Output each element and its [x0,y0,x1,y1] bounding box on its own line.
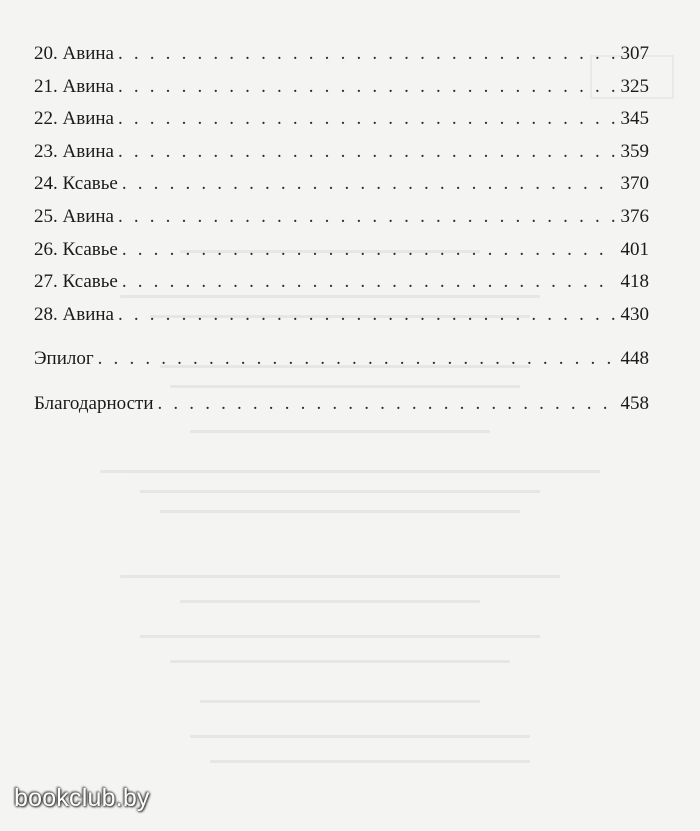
toc-entry-page: 401 [620,238,649,260]
toc-entry-page: 418 [620,271,649,293]
toc-entry-label: 23. Авина [34,140,114,162]
dot-leader [122,266,615,299]
dot-leader [158,388,615,421]
toc-entry[interactable] [34,266,649,299]
toc-entry-label: 24. Ксавье [34,173,118,195]
toc-entry-label: Эпилог [34,348,94,370]
toc-entry[interactable] [34,234,649,267]
toc-entry-page: 458 [620,392,649,414]
section-spacer [34,331,649,343]
toc-entry[interactable] [34,71,649,104]
toc-entry-page: 376 [620,205,649,227]
toc-entry[interactable] [34,38,649,71]
dot-leader [118,201,615,234]
toc-entry-label: 27. Ксавье [34,271,118,293]
toc-entry-page: 307 [620,43,649,64]
toc-entry[interactable] [34,168,649,201]
dot-leader [118,38,615,71]
toc-entry[interactable] [34,299,649,332]
toc-entry-label: 21. Авина [34,75,114,97]
toc-entry-label: 25. Авина [34,205,114,227]
dot-leader [118,103,615,136]
toc-entry-page: 345 [620,108,649,130]
toc-entry-page: 359 [620,140,649,162]
toc-entry[interactable] [34,103,649,136]
toc-entry-page: 448 [620,348,649,370]
toc-entry-label: Благодарности [34,392,154,414]
dot-leader [118,299,615,332]
toc-entry-page: 430 [620,303,649,325]
dot-leader [118,71,615,104]
toc-entry-page: 370 [620,173,649,195]
toc-entry[interactable] [34,201,649,234]
dot-leader [118,136,615,169]
watermark: bookclub.by [14,784,150,812]
toc-entry-label: 20. Авина [34,43,114,64]
table-of-contents [34,38,649,421]
dot-leader [122,168,615,201]
dot-leader [122,234,615,267]
toc-entry[interactable] [34,136,649,169]
toc-entry-acknowledgments[interactable] [34,388,649,421]
toc-entry-label: 22. Авина [34,108,114,130]
section-spacer [34,376,649,388]
toc-entry-label: 26. Ксавье [34,238,118,260]
dot-leader [98,343,615,376]
toc-entry-epilogue[interactable] [34,343,649,376]
toc-entry-label: 28. Авина [34,303,114,325]
toc-entry-page: 325 [620,75,649,97]
